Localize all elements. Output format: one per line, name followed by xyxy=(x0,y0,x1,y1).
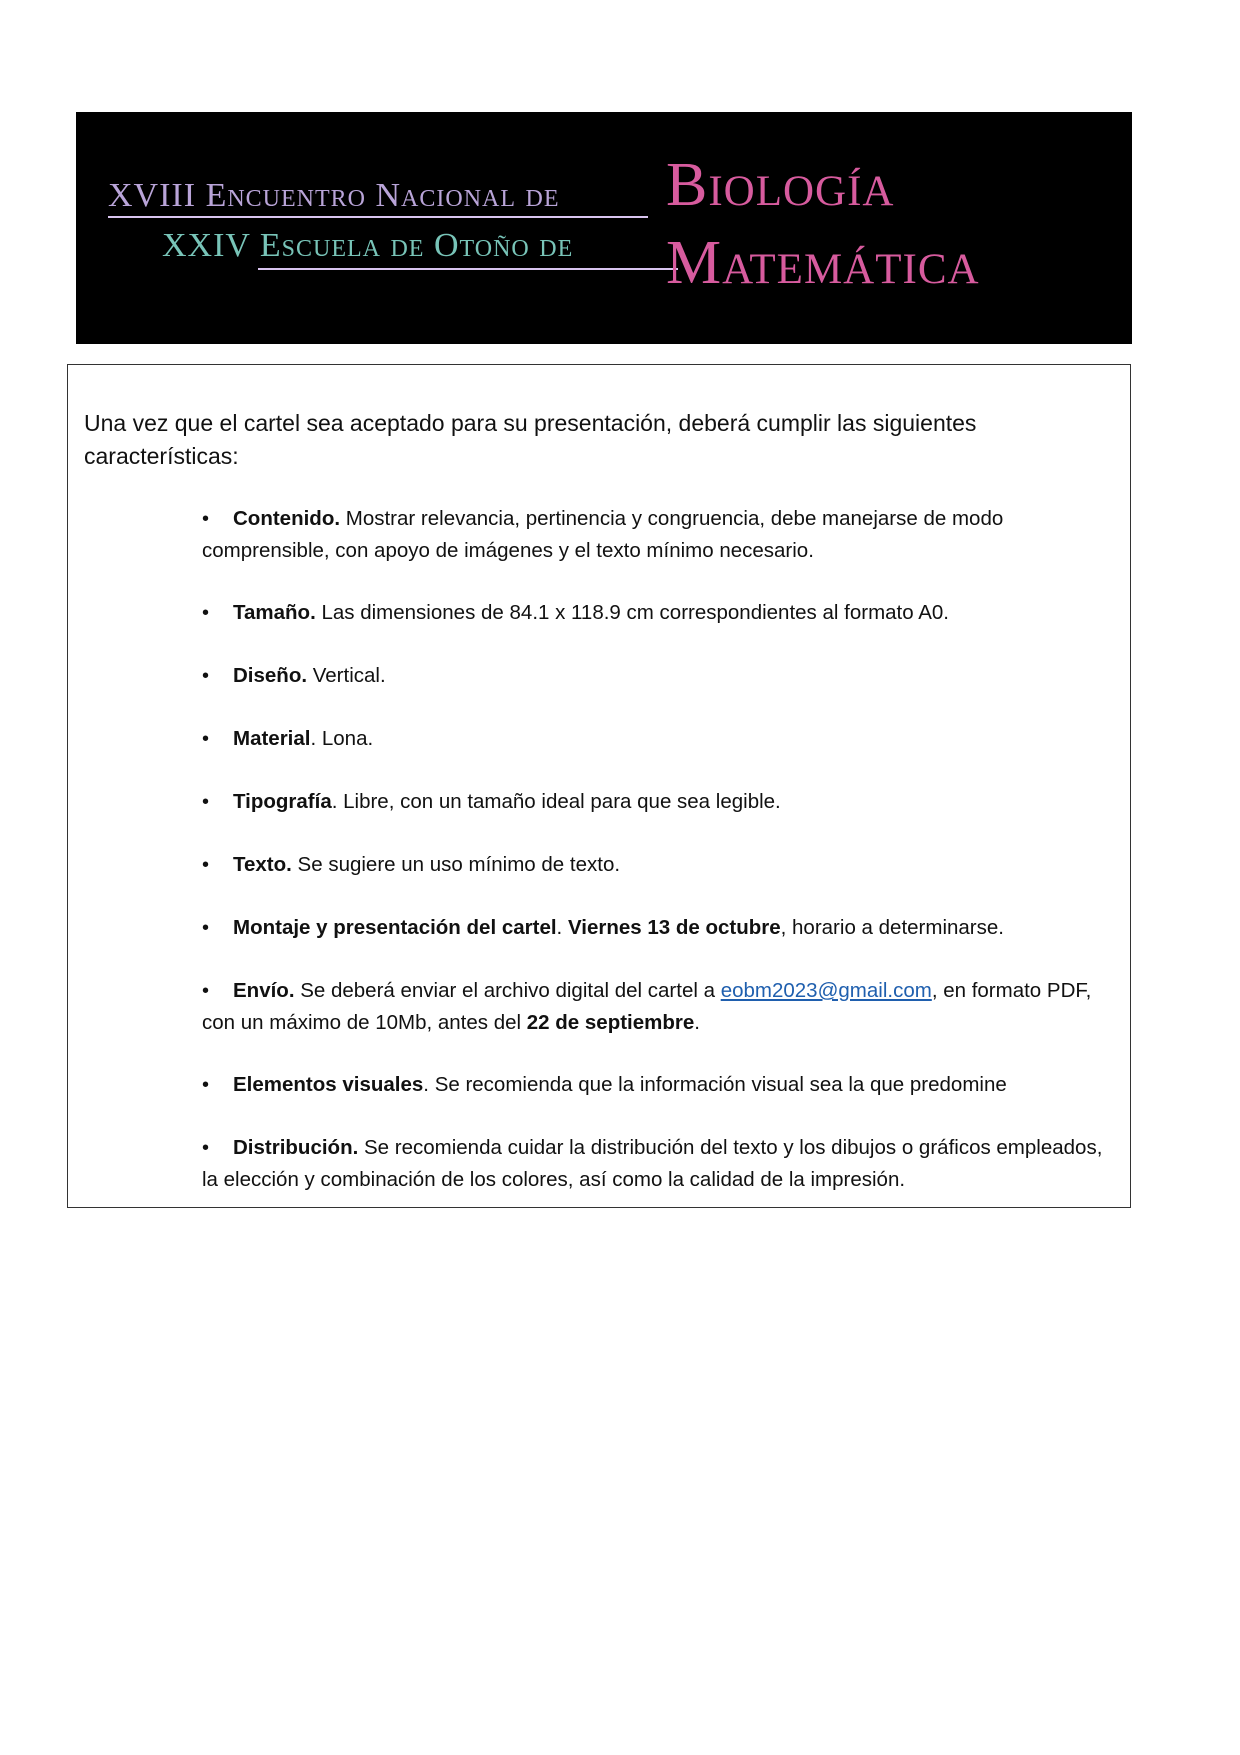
list-item-envio xyxy=(202,975,1112,1038)
bullet-icon: • xyxy=(202,665,210,687)
item-text: . Se recomienda que la información visual sea la que predomine xyxy=(423,1073,1007,1096)
event-date: Viernes 13 de octubre xyxy=(567,916,781,939)
item-text: Se recomienda cuidar la distribución del texto y los dibujos o gráficos empleados, la elección y combinación de los colores, así como la calidad de la impresión. xyxy=(202,1136,1103,1191)
deadline-date: 22 de septiembre xyxy=(526,1011,695,1034)
item-label: Material xyxy=(233,727,311,750)
banner-divider xyxy=(108,216,648,218)
list-item-montaje xyxy=(202,912,1112,944)
email-link[interactable]: eobm2023@gmail.com xyxy=(720,979,932,1002)
item-label: Tamaño. xyxy=(233,601,316,624)
item-text: . xyxy=(694,1011,700,1034)
item-label: Montaje y presentación del cartel xyxy=(233,916,557,939)
item-label: Diseño. xyxy=(233,664,308,687)
list-item-texto xyxy=(202,849,1112,881)
list-item-material xyxy=(202,723,1112,755)
list-item-contenido xyxy=(202,503,1112,566)
bullet-icon: • xyxy=(202,854,210,876)
item-text: Se sugiere un uso mínimo de texto. xyxy=(291,853,621,876)
banner-title-biologia: Biología xyxy=(666,151,895,219)
bullet-icon: • xyxy=(202,917,210,939)
item-text: , horario a determinarse. xyxy=(780,916,1004,939)
item-label: Envío. xyxy=(233,979,295,1002)
banner-line-encuentro: XVIII Encuentro Nacional de xyxy=(108,177,560,214)
banner-title-block xyxy=(666,150,980,298)
banner-left-block xyxy=(108,178,648,270)
item-text: . Libre, con un tamaño ideal para que sea legible. xyxy=(331,790,781,813)
requirements-box xyxy=(67,364,1131,1208)
list-item-tipografia xyxy=(202,786,1112,818)
bullet-icon: • xyxy=(202,508,210,530)
bullet-icon: • xyxy=(202,728,210,750)
banner-line-escuela: XXIV Escuela de Otoño de xyxy=(162,227,574,264)
list-item-elementos-visuales xyxy=(202,1069,1112,1101)
item-label: Contenido. xyxy=(233,507,341,530)
bullet-icon: • xyxy=(202,602,210,624)
list-item-distribucion xyxy=(202,1132,1112,1195)
item-text: . xyxy=(556,916,568,939)
item-text: Vertical. xyxy=(307,664,386,687)
bullet-icon: • xyxy=(202,980,210,1002)
banner-divider xyxy=(258,268,678,270)
item-text: . Lona. xyxy=(310,727,374,750)
requirements-list xyxy=(202,503,1112,1226)
bullet-icon: • xyxy=(202,791,210,813)
item-label: Tipografía xyxy=(233,790,332,813)
item-label: Texto. xyxy=(233,853,292,876)
item-text: , en formato PDF, con un máximo de 10Mb, antes del xyxy=(202,979,1092,1034)
banner-title-matematica: Matemática xyxy=(666,229,980,297)
item-text: Se deberá enviar el archivo digital del cartel a xyxy=(294,979,721,1002)
bullet-icon: • xyxy=(202,1137,210,1159)
item-label: Distribución. xyxy=(233,1136,359,1159)
list-item-tamano xyxy=(202,597,1112,629)
bullet-icon: • xyxy=(202,1074,210,1096)
intro-paragraph: Una vez que el cartel sea aceptado para su presentación, deberá cumplir las siguientes características: xyxy=(84,410,977,469)
event-banner xyxy=(76,112,1132,344)
item-text: Las dimensiones de 84.1 x 118.9 cm correspondientes al formato A0. xyxy=(315,601,949,624)
list-item-diseno xyxy=(202,660,1112,692)
item-text: Mostrar relevancia, pertinencia y congruencia, debe manejarse de modo comprensible, con apoyo de imágenes y el texto mínimo necesario. xyxy=(202,507,1004,562)
item-label: Elementos visuales xyxy=(233,1073,424,1096)
